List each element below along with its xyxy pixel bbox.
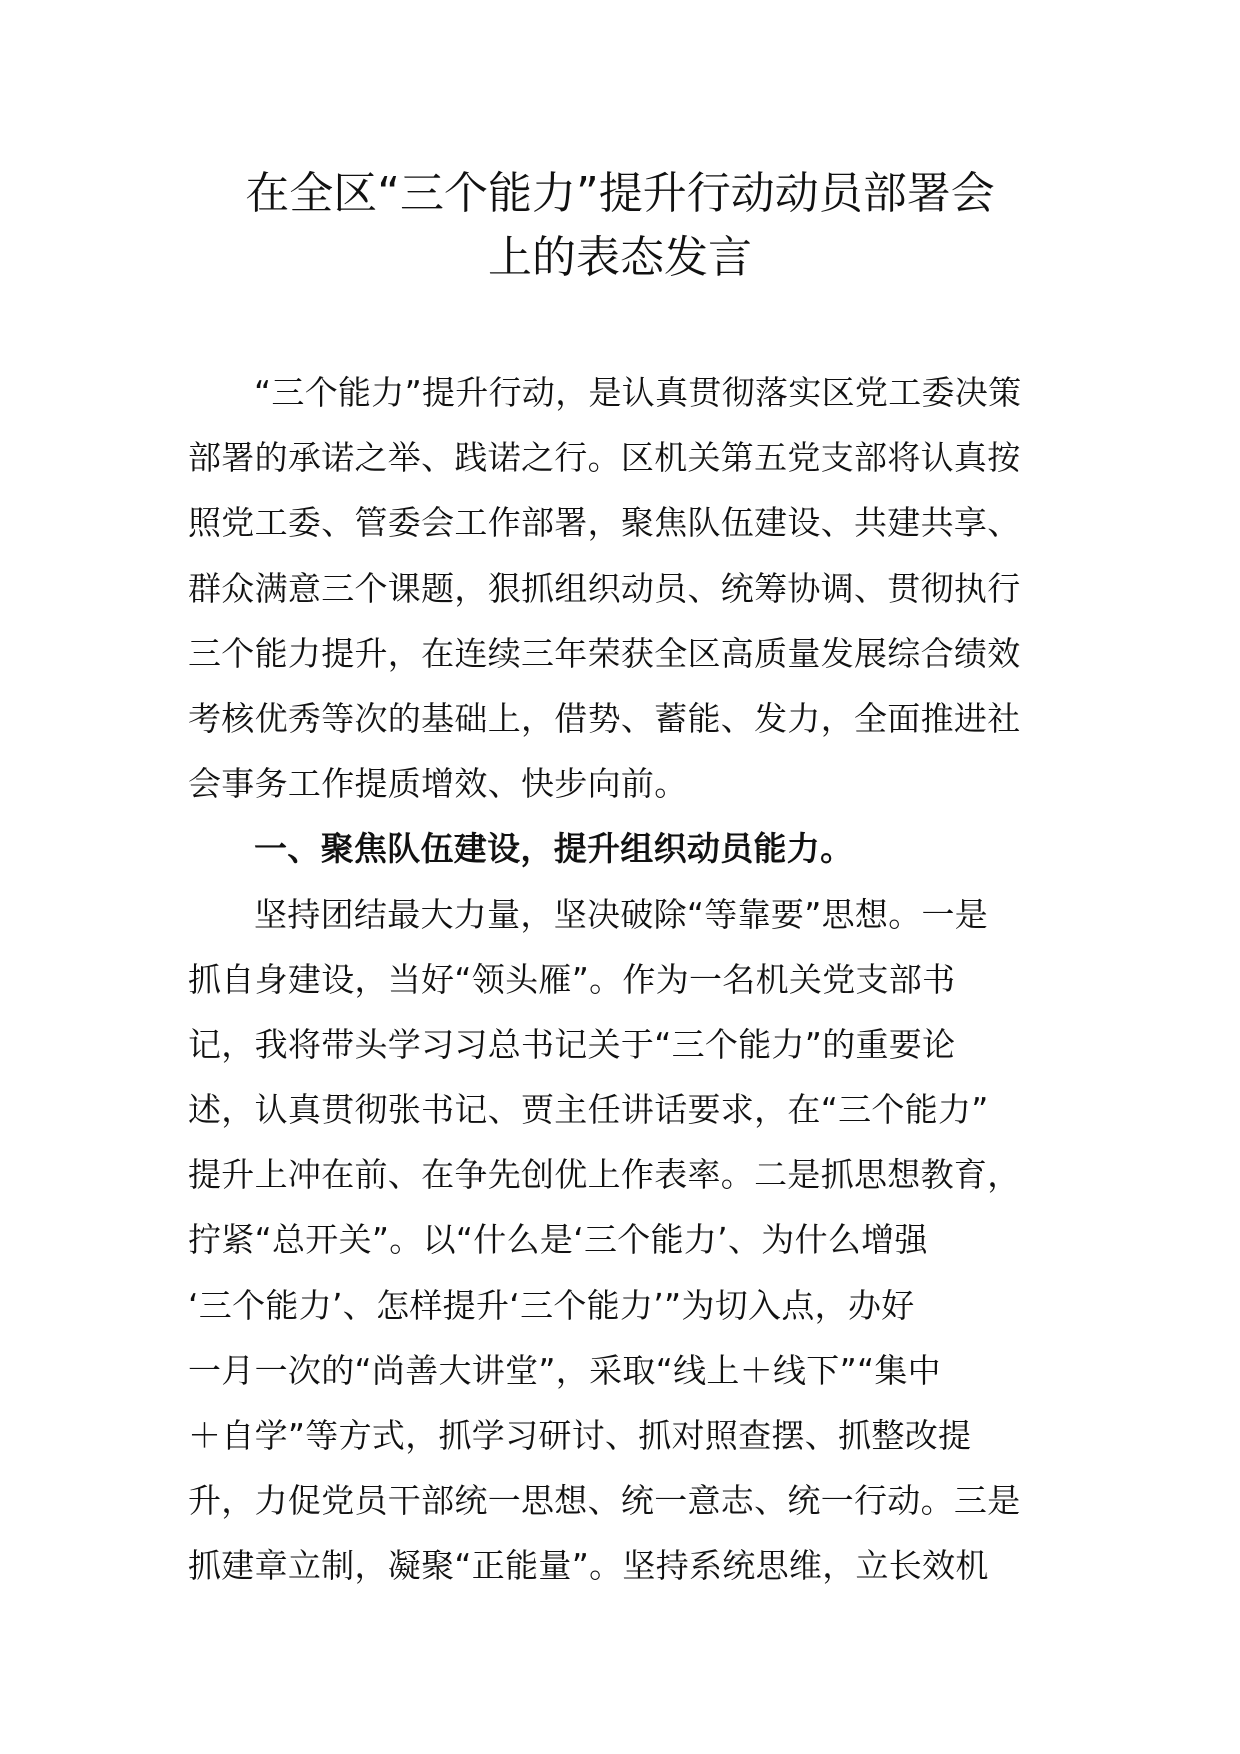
paragraph-line: 记，我将带头学习习总书记关于“三个能力”的重要论 (188, 1024, 956, 1064)
paragraph-line: “三个能力”提升行动，是认真贯彻落实区党工委决策 (254, 373, 1022, 412)
paragraph-line: 一月一次的“尚善大讲堂”，采取“线上＋线下”“集中 (188, 1350, 941, 1390)
paragraph-line: 群众满意三个课题，狠抓组织动员、统筹协调、贯彻执行 (188, 568, 1021, 608)
paragraph-line: 抓建章立制，凝聚“正能量”。坚持系统思维，立长效机 (188, 1546, 989, 1586)
paragraph-line: 部署的承诺之举、践诺之行。区机关第五党支部将认真按 (188, 438, 1021, 478)
paragraph-line: 述，认真贯彻张书记、贾主任讲话要求，在“三个能力” (188, 1090, 989, 1130)
paragraph-line: 照党工委、管委会工作部署，聚焦队伍建设、共建共享、 (188, 503, 1021, 543)
title-line: 上的表态发言 (488, 232, 752, 283)
document-title (150, 162, 1090, 290)
paragraph-line: 拧紧“总开关”。以“什么是‘三个能力’、为什么增强 (188, 1220, 928, 1260)
paragraph-line: 坚持团结最大力量，坚决破除“等靠要”思想。一是 (254, 894, 989, 934)
paragraph-line: 升，力促党员干部统一思想、统一意志、统一行动。三是 (188, 1481, 1021, 1521)
paragraph-line: 考核优秀等次的基础上，借势、蓄能、发力，全面推进社 (188, 698, 1021, 738)
document-body (188, 360, 1058, 1599)
paragraph-line: 抓自身建设，当好“领头雁”。作为一名机关党支部书 (188, 959, 956, 999)
paragraph-line: ＋自学”等方式，抓学习研讨、抓对照查摆、抓整改提 (188, 1416, 972, 1455)
paragraph-line: 三个能力提升，在连续三年荣获全区高质量发展综合绩效 (188, 633, 1021, 673)
paragraph-line: 提升上冲在前、在争先创优上作表率。二是抓思想教育， (188, 1155, 1021, 1195)
paragraph-line: ‘三个能力’、怎样提升‘三个能力’”为切入点，办好 (188, 1285, 915, 1325)
section-heading: 一、聚焦队伍建设，提升组织动员能力。 (254, 829, 854, 869)
title-line: 在全区“三个能力”提升行动动员部署会 (245, 168, 995, 219)
paragraph-line: 会事务工作提质增效、快步向前。 (188, 764, 688, 804)
